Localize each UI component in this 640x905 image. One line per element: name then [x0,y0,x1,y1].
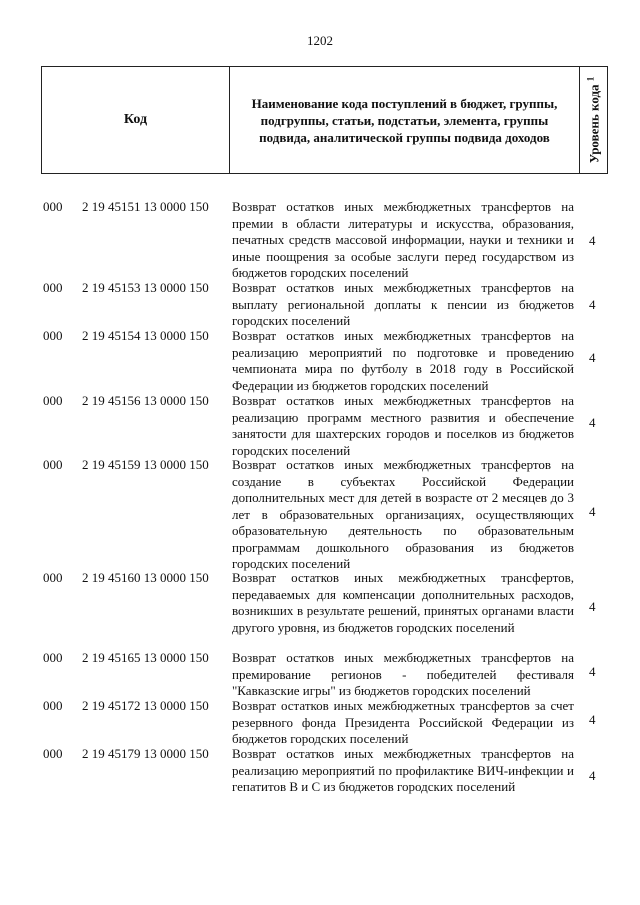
income-code: 2 19 45179 13 0000 150 [82,746,209,761]
income-code: 2 19 45156 13 0000 150 [82,393,209,408]
income-name: Возврат остатков иных межбюджетных трансфертов на создание в субъектах Российской Федерации дополнительных мест для детей в возрасте от 2 месяцев до 3 лет в образовательных организациях, осуществляющих образовательную деятельность по образовательным программам дошкольного образования из бюджетов городских поселений [232,457,574,571]
admin-code: 000 [43,650,63,665]
header-code: Код [42,67,230,173]
header-name: Наименование кода поступлений в бюджет, группы, подгруппы, статьи, подстатьи, элемента, группы подвида, аналитической группы подвида доходов [230,67,580,173]
admin-code: 000 [43,199,63,214]
code-level: 4 [589,504,596,519]
admin-code: 000 [43,746,63,761]
income-name: Возврат остатков иных межбюджетных трансфертов на реализацию мероприятий по профилактике ВИЧ-инфекции и гепатитов В и С из бюджетов городских поселений [232,746,574,794]
income-name: Возврат остатков иных межбюджетных трансфертов на премирование регионов - победителей фестиваля "Кавказские игры" из бюджетов городских поселений [232,650,574,698]
admin-code: 000 [43,328,63,343]
income-name: Возврат остатков иных межбюджетных трансфертов, передаваемых для компенсации дополнительных расходов, возникших в результате решений, принятых органами власти другого уровня, из бюджетов городских поселений [232,570,574,635]
admin-code: 000 [43,280,63,295]
income-name: Возврат остатков иных межбюджетных трансфертов на реализацию мероприятий по подготовке и проведению чемпионата мира по футболу в 2018 году в Российской Федерации из бюджетов городских поселений [232,328,574,393]
income-code: 2 19 45160 13 0000 150 [82,570,209,585]
income-code: 2 19 45159 13 0000 150 [82,457,209,472]
income-code: 2 19 45153 13 0000 150 [82,280,209,295]
code-level: 4 [589,233,596,248]
admin-code: 000 [43,393,63,408]
income-code: 2 19 45151 13 0000 150 [82,199,209,214]
income-code: 2 19 45165 13 0000 150 [82,650,209,665]
code-level: 4 [589,768,596,783]
income-name: Возврат остатков иных межбюджетных трансфертов на премии в области литературы и искусства, образования, печатных средств массовой информации, науки и техники и иные поощрения за особые заслуги перед государством из бюджетов городских поселений [232,199,574,280]
code-level: 4 [589,415,596,430]
admin-code: 000 [43,570,63,585]
income-name: Возврат остатков иных межбюджетных трансфертов на реализацию программ местного развития и обеспечение занятости для шахтерских городов и поселков из бюджетов городских поселений [232,393,574,458]
code-level: 4 [589,599,596,614]
code-level: 4 [589,297,596,312]
code-level: 4 [589,664,596,679]
code-level: 4 [589,712,596,727]
admin-code: 000 [43,457,63,472]
header-level-label: Уровень кода [586,84,602,164]
income-code: 2 19 45172 13 0000 150 [82,698,209,713]
code-level: 4 [589,350,596,365]
income-code: 2 19 45154 13 0000 150 [82,328,209,343]
header-level-footnote-mark: 1 [584,76,595,82]
admin-code: 000 [43,698,63,713]
page-number: 1202 [307,33,333,48]
income-name: Возврат остатков иных межбюджетных трансфертов за счет резервного фонда Президента Российской Федерации из бюджетов городских поселений [232,698,574,746]
income-name: Возврат остатков иных межбюджетных трансфертов на выплату региональной доплаты к пенсии из бюджетов городских поселений [232,280,574,328]
